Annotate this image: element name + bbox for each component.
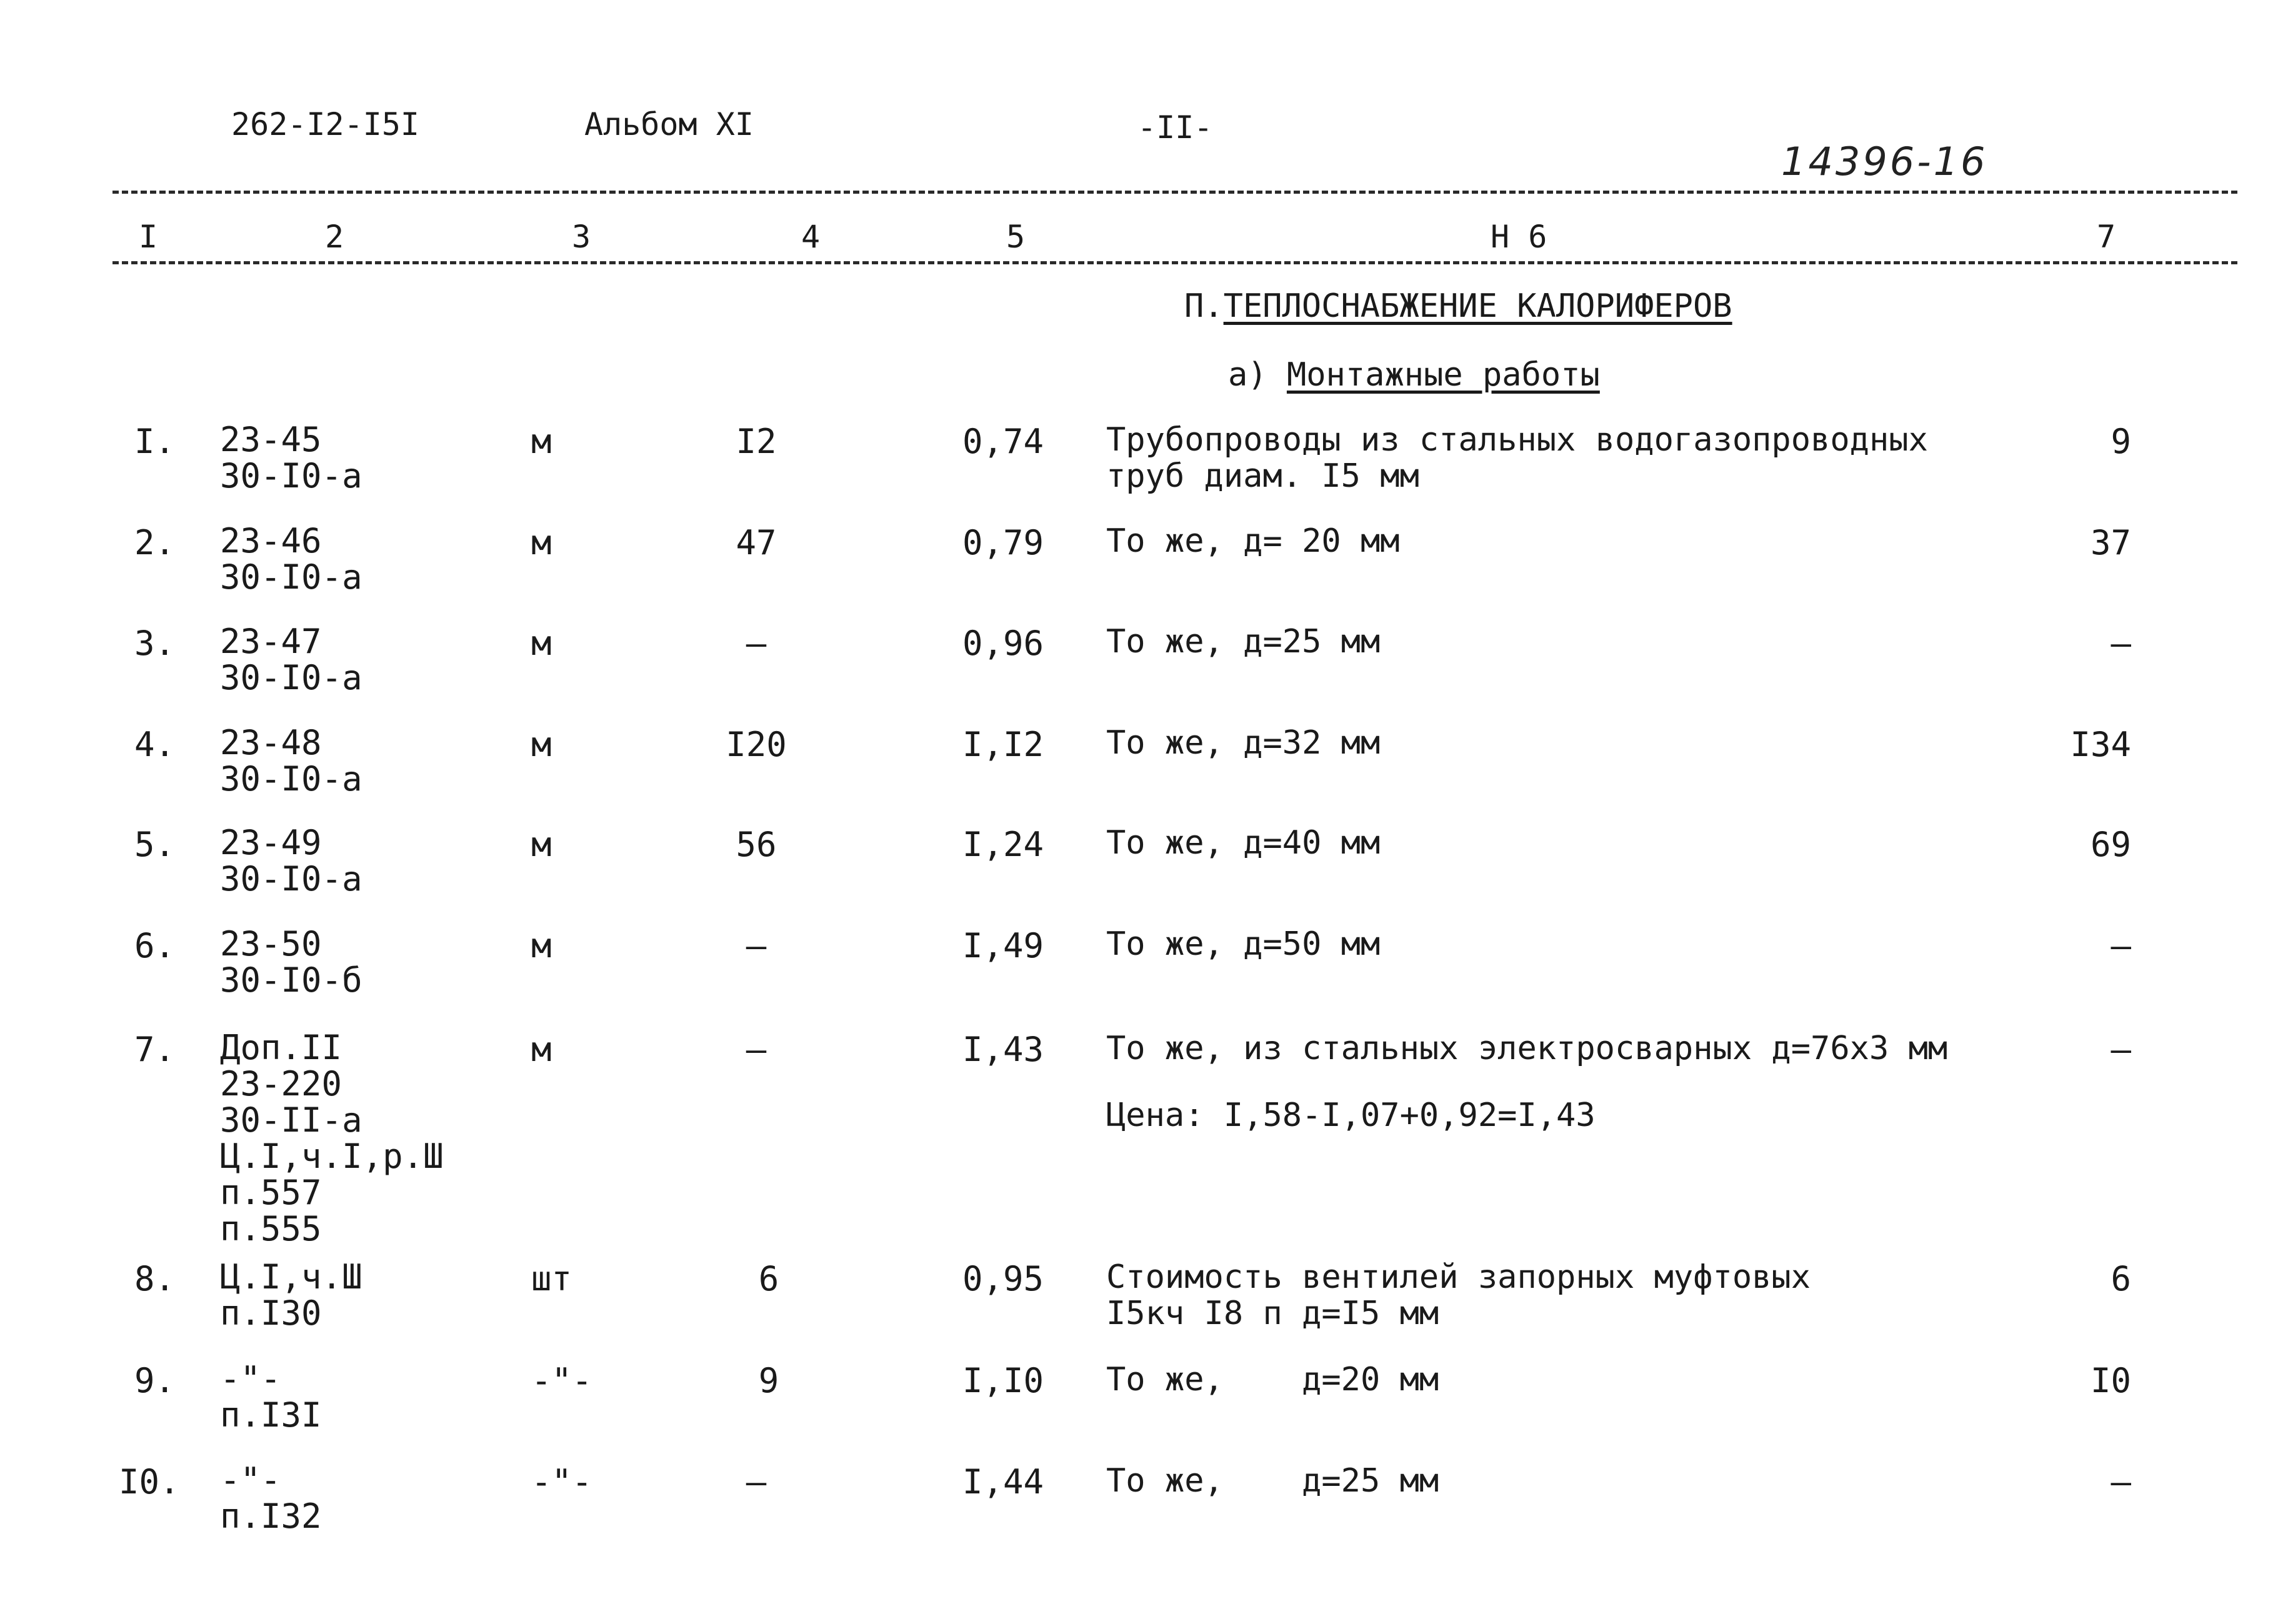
reference-line: -"-: [220, 1460, 281, 1500]
row-quantity: 6: [758, 1259, 779, 1298]
row-reference: [220, 1259, 362, 1332]
reference-line: п.557: [220, 1173, 322, 1212]
description-line: Стоимость вентилей запорных муфтовых: [1106, 1258, 1811, 1296]
row-quantity: –: [746, 1030, 767, 1069]
row-price: I,49: [962, 926, 1044, 965]
description-line: То же, д= 20 мм: [1106, 522, 1400, 560]
row-quantity: –: [746, 1462, 767, 1502]
reference-line: 23-45: [220, 420, 322, 459]
description-line: Трубопроводы из стальных водогазопроводных: [1106, 421, 1928, 459]
description-line: То же, д=25 мм: [1106, 623, 1381, 660]
reference-line: 30-II-а: [220, 1100, 362, 1140]
row-unit: м: [531, 422, 552, 461]
row-price: I,I2: [962, 725, 1044, 764]
row-quantity: 56: [736, 825, 777, 864]
reference-line: 30-I0-а: [220, 456, 362, 496]
description-line: I5кч I8 п д=I5 мм: [1106, 1295, 1439, 1332]
reference-line: 30-I0-а: [220, 658, 362, 697]
row-total: –: [2111, 1030, 2131, 1069]
reference-line: 30-I0-а: [220, 557, 362, 597]
column-number-3: 3: [572, 219, 591, 255]
row-number: 9.: [134, 1361, 176, 1400]
row-unit: -"-: [531, 1462, 592, 1502]
reference-line: Ц.I,ч.Ш: [220, 1257, 362, 1297]
description-line: труб диам. I5 мм: [1106, 457, 1419, 495]
row-price: I,I0: [962, 1361, 1044, 1400]
reference-line: Ц.I,ч.I,р.Ш: [220, 1137, 444, 1176]
row-quantity: –: [746, 624, 767, 663]
handwritten-stamp: 14396-16: [1781, 139, 1988, 184]
row-total: I34: [2070, 725, 2131, 764]
row-reference: [220, 422, 362, 494]
row-description: [1106, 825, 1380, 861]
row-reference: [220, 624, 362, 696]
column-number-7: 7: [2097, 219, 2116, 255]
description-line: То же, д=50 мм: [1106, 925, 1381, 963]
row-number: 3.: [134, 624, 176, 663]
reference-line: 23-49: [220, 823, 322, 862]
section-title-prefix: П.: [1184, 287, 1224, 325]
section-subtitle: [1228, 356, 1600, 394]
row-unit: м: [531, 725, 552, 764]
section-subtitle-prefix: а): [1228, 356, 1267, 394]
reference-line: -"-: [220, 1359, 281, 1398]
row-total: I0: [2090, 1361, 2131, 1400]
reference-line: 23-48: [220, 723, 322, 762]
reference-line: п.555: [220, 1209, 322, 1248]
document-code: 262-I2-I5I: [231, 106, 420, 142]
row-reference: [220, 1361, 322, 1433]
row-unit: м: [531, 825, 552, 864]
row-price: I,44: [962, 1462, 1044, 1502]
column-number-4: 4: [801, 219, 821, 255]
price-formula-note: Цена: I,58-I,07+0,92=I,43: [1106, 1097, 1596, 1134]
row-description: То же, д=25 мм: [1106, 1462, 1439, 1500]
row-price: I,43: [962, 1030, 1044, 1069]
row-unit: м: [531, 926, 552, 965]
row-reference: [220, 725, 362, 797]
row-total: –: [2111, 1462, 2131, 1502]
reference-line: 30-I0-а: [220, 859, 362, 899]
row-total: –: [2111, 624, 2131, 663]
section-title-text: ТЕПЛОСНАБЖЕНИЕ КАЛОРИФЕРОВ: [1223, 287, 1732, 325]
row-number: 6.: [134, 926, 176, 965]
reference-line: 30-I0-б: [220, 960, 362, 1000]
row-quantity: I20: [726, 725, 787, 764]
row-unit: -"-: [531, 1361, 592, 1400]
row-quantity: 47: [736, 523, 777, 562]
row-description: [1106, 422, 1928, 494]
row-total: 9: [2111, 422, 2131, 461]
reference-line: 23-46: [220, 521, 322, 560]
reference-line: Доп.II: [220, 1028, 342, 1067]
row-total: –: [2111, 926, 2131, 965]
description-line: То же, д=32 мм: [1106, 724, 1381, 762]
row-quantity: 9: [758, 1361, 779, 1400]
row-number: I0.: [119, 1462, 180, 1502]
row-price: 0,95: [962, 1259, 1044, 1298]
album-label: Альбом XI: [584, 106, 754, 142]
section-title: [1184, 287, 1732, 325]
row-quantity: I2: [736, 422, 777, 461]
description-line: То же, д=40 мм: [1106, 824, 1381, 862]
row-total: 69: [2090, 825, 2131, 864]
row-unit: м: [531, 624, 552, 663]
reference-line: п.I30: [220, 1293, 322, 1333]
row-reference: [220, 1462, 322, 1535]
column-number-6: Н 6: [1491, 219, 1547, 255]
row-description: [1106, 624, 1380, 660]
column-number-1: I: [139, 219, 158, 255]
page-number: -II-: [1137, 109, 1213, 146]
row-description: [1106, 926, 1380, 962]
reference-line: п.I32: [220, 1497, 322, 1536]
row-number: 7.: [134, 1030, 176, 1069]
row-number: 4.: [134, 725, 176, 764]
row-reference: [220, 523, 362, 595]
reference-line: п.I3I: [220, 1395, 322, 1435]
row-number: I.: [134, 422, 176, 461]
row-price: 0,79: [962, 523, 1044, 562]
column-number-5: 5: [1006, 219, 1026, 255]
row-unit: м: [531, 1030, 552, 1069]
row-price: 0,96: [962, 624, 1044, 663]
section-subtitle-text: Монтажные работы: [1286, 356, 1600, 394]
row-price: I,24: [962, 825, 1044, 864]
row-quantity: –: [746, 926, 767, 965]
row-description: [1106, 1259, 1811, 1332]
reference-line: 23-220: [220, 1064, 342, 1103]
reference-line: 23-47: [220, 622, 322, 661]
row-unit: м: [531, 523, 552, 562]
header-divider-bottom: [112, 261, 2237, 264]
reference-line: 30-I0-а: [220, 759, 362, 799]
column-number-2: 2: [325, 219, 344, 255]
row-description: [1106, 725, 1380, 761]
row-reference: [220, 825, 362, 897]
row-total: 37: [2090, 523, 2131, 562]
reference-line: 23-50: [220, 924, 322, 964]
header-divider-top: [112, 191, 2237, 194]
row-number: 8.: [134, 1259, 176, 1298]
row-number: 5.: [134, 825, 176, 864]
row-description: То же, из стальных электросварных д=76х3 мм: [1106, 1030, 1948, 1067]
row-description: [1106, 523, 1400, 559]
row-description: То же, д=20 мм: [1106, 1361, 1439, 1398]
row-reference: [220, 1030, 444, 1247]
row-unit: шт: [531, 1259, 572, 1298]
row-price: 0,74: [962, 422, 1044, 461]
row-reference: [220, 926, 362, 999]
row-number: 2.: [134, 523, 176, 562]
row-total: 6: [2111, 1259, 2131, 1298]
